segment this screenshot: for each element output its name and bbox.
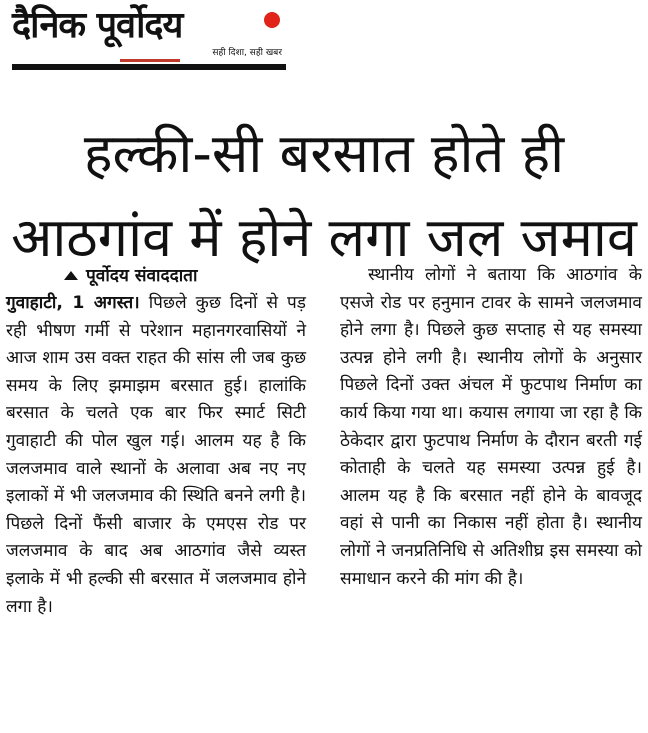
paragraph-1-text: पिछले कुछ दिनों से पड़ रही भीषण गर्मी से परेशान महानगरवासियों ने आज शाम उस वक्त राहत की सांस ली जब कुछ समय के लिए झमाझम बरसात हुई। हालांकि बरसात के चलते एक बार फिर स्मार्ट सिटी गुवाहाटी की पोल खुल गई। आलम यह है कि जलजमाव वाले स्थानों के अलावा अब नए नए इलाकों में भी जलजमाव की स्थिति बनने लगी है। पिछले दिनों फैंसी बाजार के एमएस रोड पर जलजमाव के बाद अब आठगांव जैसे व्यस्त इलाके में भी हल्की सी बरसात में जलजमाव होने लगा है।: [6, 293, 306, 617]
headline-line-1: हल्की-सी बरसात होते ही: [83, 122, 565, 186]
logo-color-strip: [120, 59, 180, 62]
masthead: [12, 4, 286, 72]
byline: [6, 262, 306, 290]
paragraph-2: स्थानीय लोगों ने बताया कि आठगांव के एसजे रोड पर हनुमान टावर के सामने जलजमाव होने लगा है। पिछले कुछ सप्ताह से यह समस्या उत्पन्न होने लगी है। स्थानीय लोगों के अनुसार पिछले दिनों उक्त अंचल में फुटपाथ निर्माण का कार्य किया गया था। कयास लगाया जा रहा है कि ठेकेदार द्वारा फुटपाथ निर्माण के दौरान बरती गई कोताही के चलते यह समस्या उत्पन्न हुई है। आलम यह है कि बरसात नहीं होने के बावजूद वहां से पानी का निकास नहीं होता है। स्थानीय लोगों ने जनप्रतिनिधि से अतिशीघ्र इस समस्या को समाधान करने की मांग की है।: [340, 265, 642, 589]
newspaper-logo-title: दैनिक पूर्वोदय: [12, 5, 183, 46]
dateline: गुवाहाटी, 1 अगस्त।: [6, 293, 140, 313]
byline-text: पूर्वोदय संवाददाता: [86, 266, 198, 286]
paragraph-1: [6, 290, 306, 621]
logo-dot-icon: [264, 12, 280, 28]
logo-tagline: सही दिशा, सही खबर: [212, 48, 282, 58]
article-column-left: [6, 262, 306, 621]
headline-line-2: आठगांव में होने लगा जल जमाव: [11, 206, 637, 270]
masthead-rule: [12, 64, 286, 70]
triangle-icon: [64, 271, 78, 280]
article-column-right: [340, 262, 642, 593]
